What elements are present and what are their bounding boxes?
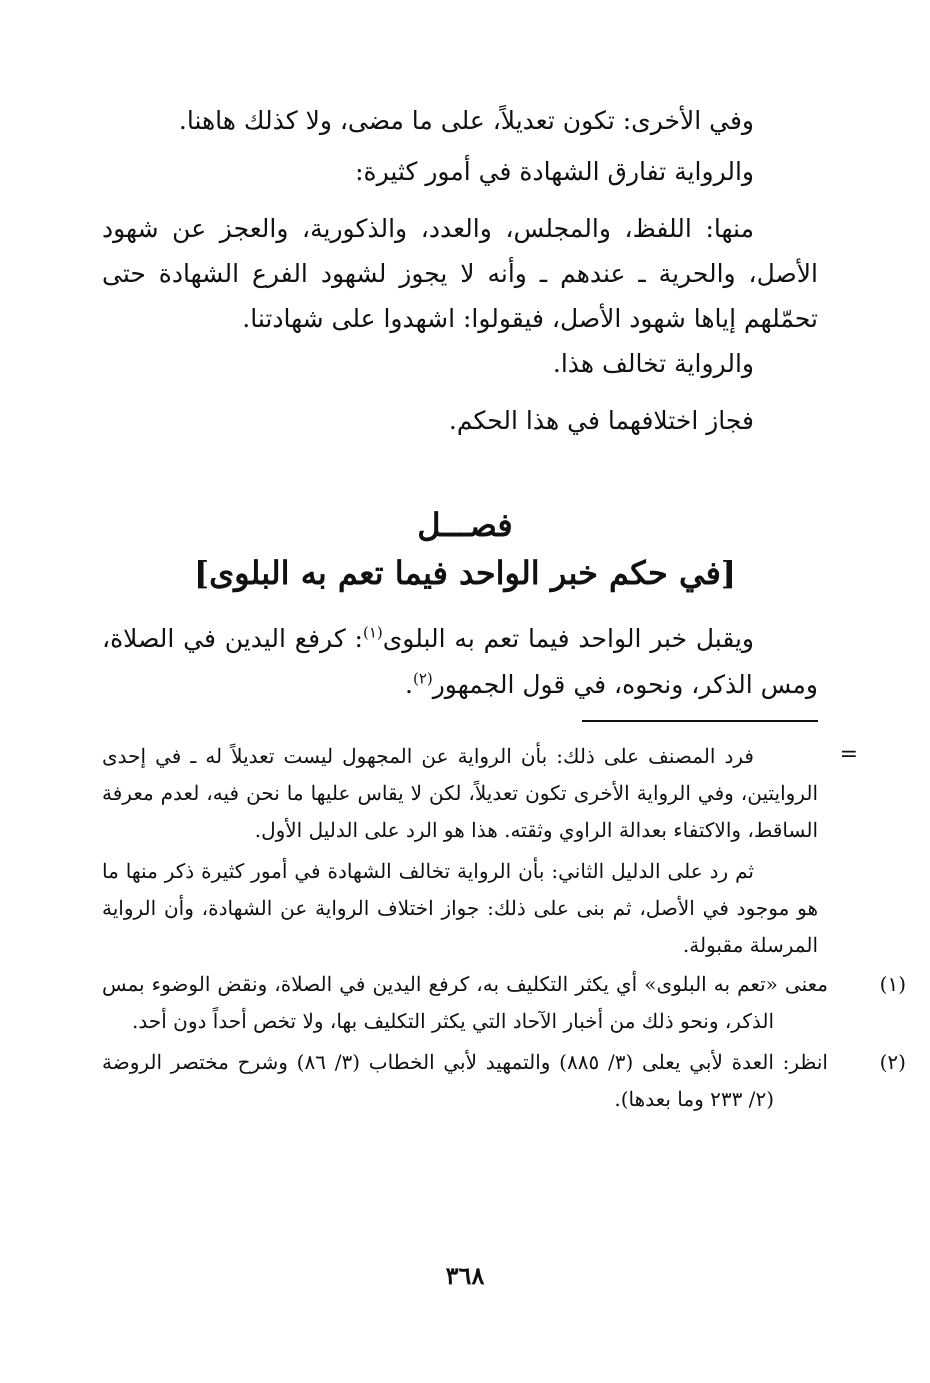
footnote-ref-1[interactable]: (١) bbox=[362, 623, 383, 642]
footnote-1-number: (١) bbox=[879, 972, 906, 996]
footnote-2-number: (٢) bbox=[879, 1050, 906, 1074]
footnote-2-text: انظر: العدة لأبي يعلى (٣/ ٨٨٥) والتمهيد لأبي الخطاب (٣/ ٨٦) وشرح مختصر الروضة (٢/ ٢٣٣ وما بعدها). bbox=[102, 1050, 828, 1111]
page-number: ٣٦٨ bbox=[445, 1261, 485, 1290]
main-text-2 bbox=[102, 616, 818, 708]
paragraph-6 bbox=[102, 616, 818, 708]
paragraph-3: منها: اللفظ، والمجلس، والعدد، والذكورية، والعجز عن شهود الأصل، والحرية ـ عندهم ـ وأنه لا يجوز لشهود الفرع الشهادة حتى تحمّلهم إياها شهود الأصل، فيقولوا: اشهدوا على شهادتنا. bbox=[102, 214, 818, 333]
footnote-2 bbox=[102, 1044, 906, 1118]
footnote-1 bbox=[102, 966, 906, 1040]
paragraph-1: وفي الأخرى: تكون تعديلاً، على ما مضى، ولا كذلك هاهنا. bbox=[178, 106, 754, 135]
paragraph-4: والرواية تخالف هذا. bbox=[552, 349, 754, 378]
paragraph-6-part-a: ويقبل خبر الواحد فيما تعم به البلوى bbox=[382, 624, 754, 653]
paragraph-2: والرواية تفارق الشهادة في أمور كثيرة: bbox=[355, 157, 754, 186]
paragraph-6-part-c: . bbox=[405, 670, 413, 699]
main-text bbox=[102, 98, 818, 443]
footnotes bbox=[102, 738, 906, 1118]
footnote-1-text: معنى «تعم به البلوى» أي يكثر التكليف به، كرفع اليدين في الصلاة، ونقض الوضوء بمس الذكر، ونحو ذلك من أخبار الآحاد التي يكثر التكليف بها، ولا تخص أحداً دون أحد. bbox=[102, 972, 828, 1033]
paragraph-6-part-b: : كرفع اليدين في الصلاة، ومس الذكر، ونحوه، في قول الجمهور bbox=[102, 624, 818, 699]
footnote-continuation-1: فرد المصنف على ذلك: بأن الرواية عن المجهول ليست تعديلاً له ـ في إحدى الروايتين، وفي الرواية الأخرى تكون تعديلاً، لكن لا يقاس عليها ما نحن فيه، لعدم معرفة الساقط، والاكتفاء بعدالة الراوي وثقته. هذا هو الرد على الدليل الأول. bbox=[102, 744, 818, 842]
footnote-separator bbox=[582, 720, 818, 722]
continuation-mark: = bbox=[839, 742, 858, 767]
section-subtitle: [في حكم خبر الواحد فيما تعم به البلوى] bbox=[193, 554, 737, 592]
footnote-continuation-2: ثم رد على الدليل الثاني: بأن الرواية تخالف الشهادة في أمور كثيرة ذكر منها ما هو موجود في الأصل، ثم بنى على ذلك: جواز اختلاف الرواية عن الشهادة، وأن الرواية المرسلة مقبولة. bbox=[102, 859, 818, 957]
section-heading bbox=[0, 504, 930, 596]
paragraph-5: فجاز اختلافهما في هذا الحكم. bbox=[448, 406, 754, 435]
section-title: فصـــل bbox=[417, 506, 513, 544]
footnote-ref-2[interactable]: (٢) bbox=[412, 669, 433, 688]
